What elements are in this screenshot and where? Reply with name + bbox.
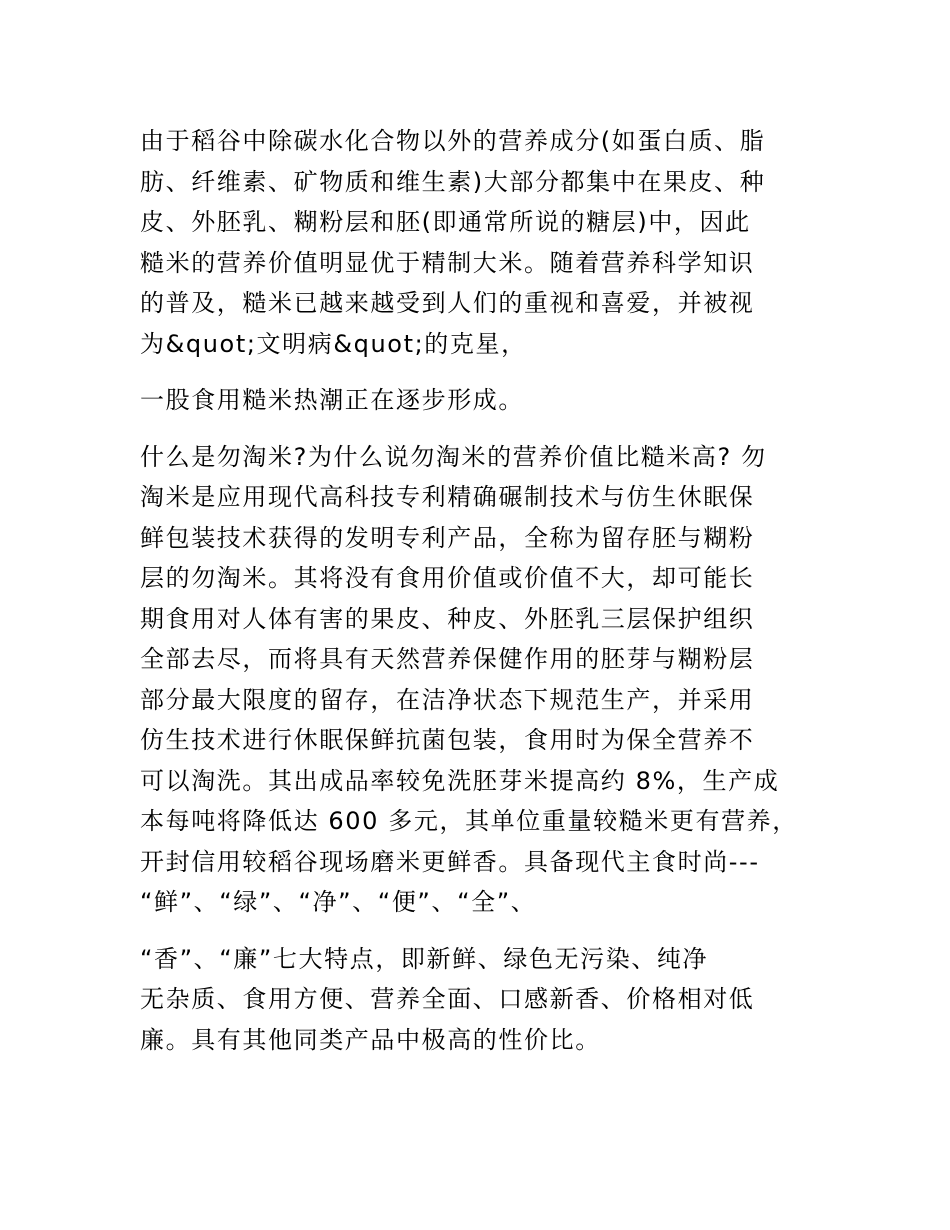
text-line: 什么是勿淘米?为什么说勿淘米的营养价值比糙米高? 勿 [140, 442, 767, 471]
text-line: 鲜包装技术获得的发明专利产品，全称为留存胚与糊粉 [140, 523, 755, 552]
text-line: 部分最大限度的留存，在洁净状态下规范生产，并采用 [140, 685, 755, 714]
paragraph-features [140, 939, 820, 1061]
text-line: 糙米的营养价值明显优于精制大米。随着营养科学知识 [140, 248, 755, 277]
text-line: 为&quot;文明病&quot;的克星， [140, 329, 527, 358]
text-line: 开封信用较稻谷现场磨米更鲜香。具备现代主食时尚--- [140, 847, 760, 876]
paragraph-trend [140, 380, 820, 421]
paragraph-gap [140, 364, 820, 380]
paragraph-wutaomi [140, 437, 820, 923]
text-line: “鲜”、“绿”、“净”、“便”、“全”、 [140, 888, 537, 916]
text-line: 全部去尽，而将具有天然营养保健作用的胚芽与糊粉层 [140, 645, 755, 673]
text-line: 可以淘洗。其出成品率较免洗胚芽米提高约 8%，生产成 [140, 766, 780, 795]
text-line: 由于稻谷中除碳水化合物以外的营养成分(如蛋白质、脂 [140, 127, 766, 155]
text-line: 的普及，糙米已越来越受到人们的重视和喜爱，并被视 [140, 289, 755, 317]
text-line: 仿生技术进行休眠保鲜抗菌包装，食用时为保全营养不 [140, 726, 755, 754]
paragraph-nutrition [140, 121, 820, 364]
text-line: 肪、纤维素、矿物质和维生素)大部分都集中在果皮、种 [140, 167, 766, 196]
text-line: 层的勿淘米。其将没有食用价值或价值不大，却可能长 [140, 564, 755, 592]
text-line: 期食用对人体有害的果皮、种皮、外胚乳三层保护组织 [140, 604, 755, 633]
paragraph-gap [140, 421, 820, 437]
text-line: 一股食用糙米热潮正在逐步形成。 [140, 386, 524, 414]
text-line: 本每吨将降低达 600 多元，其单位重量较糙米更有营养， [140, 807, 798, 835]
text-line: 淘米是应用现代高科技专利精确碾制技术与仿生休眠保 [140, 483, 755, 511]
text-line: 皮、外胚乳、糊粉层和胚(即通常所说的糖层)中，因此 [140, 208, 751, 236]
text-line: “香”、“廉”七大特点，即新鲜、绿色无污染、纯净 [140, 944, 709, 973]
paragraph-gap [140, 923, 820, 939]
text-line: 无杂质、食用方便、营养全面、口感新香、价格相对低 [140, 985, 755, 1013]
text-line: 廉。具有其他同类产品中极高的性价比。 [140, 1025, 601, 1054]
document-body [140, 121, 820, 1060]
